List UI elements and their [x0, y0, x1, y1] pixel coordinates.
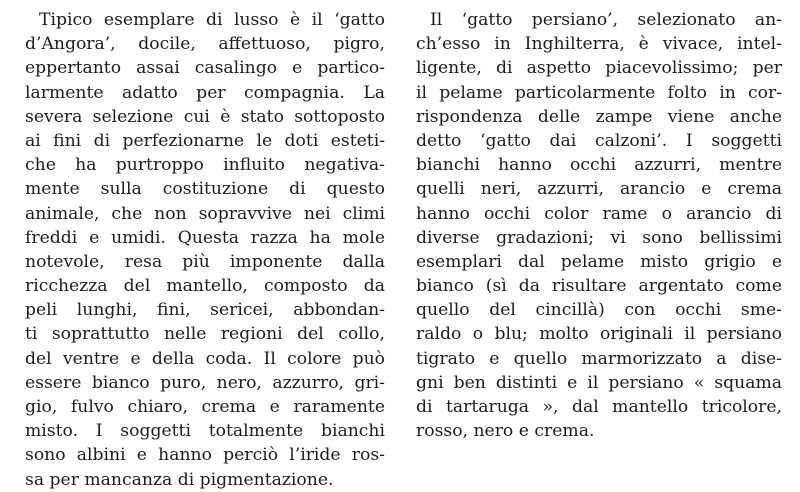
- text-line: rosso, nero e crema.: [416, 421, 595, 442]
- right-column: [416, 8, 782, 443]
- text-line: severa selezione cui è stato sottoposto: [25, 106, 385, 127]
- text-line: di tartaruga », dal mantello tricolore,: [416, 397, 782, 417]
- text-line: bianchi hanno occhi azzurri, mentre: [416, 155, 782, 176]
- text-line: ligente, di aspetto piacevolissimo; per: [416, 58, 782, 79]
- text-line: raldo o blu; molto originali il persiano: [416, 324, 782, 345]
- left-column: [25, 8, 385, 492]
- text-line: detto ‘gatto dai calzoni’. I soggetti: [416, 130, 782, 151]
- text-line: ti soprattutto nelle regioni del collo,: [25, 324, 385, 345]
- text-line: essere bianco puro, nero, azzurro, gri-: [25, 372, 385, 393]
- text-line: animale, che non sopravvive nei climi: [25, 203, 385, 224]
- text-line: misto. I soggetti totalmente bianchi: [25, 421, 385, 442]
- text-line: quello del cincillà) con occhi sme-: [416, 300, 782, 321]
- text-line: mente sulla costituzione di questo: [25, 179, 385, 200]
- text-line: gni ben distinti e il persiano « squama: [416, 372, 782, 393]
- text-line: ricchezza del mantello, composto da: [25, 276, 385, 297]
- text-line: il pelame particolarmente folto in cor-: [416, 82, 782, 103]
- text-line: hanno occhi color rame o arancio di: [416, 203, 782, 224]
- text-line: peli lunghi, fini, sericei, abbondan-: [25, 300, 385, 321]
- text-line: bianco (sì da risultare argentato come: [416, 276, 782, 297]
- text-line: del ventre e della coda. Il colore può: [25, 348, 385, 369]
- text-line: tigrato e quello marmorizzato a dise-: [416, 348, 782, 369]
- text-line: esemplari dal pelame misto grigio e: [416, 251, 782, 272]
- text-line: quelli neri, azzurri, arancio e crema: [416, 179, 782, 200]
- text-line: d’Angora’, docile, affettuoso, pigro,: [25, 34, 385, 55]
- text-line: notevole, resa più imponente dalla: [25, 251, 385, 272]
- text-line: larmente adatto per compagnia. La: [25, 82, 385, 103]
- text-line: gio, fulvo chiaro, crema e raramente: [25, 397, 385, 417]
- text-line: sono albini e hanno perciò l’iride ros-: [25, 445, 385, 466]
- text-line: Tipico esemplare di lusso è il ‘gatto: [39, 10, 385, 30]
- text-line: eppertanto assai casalingo e partico-: [25, 58, 385, 79]
- text-line: freddi e umidi. Questa razza ha mole: [25, 227, 385, 248]
- text-line: ch’esso in Inghilterra, è vivace, intel-: [416, 34, 782, 55]
- text-line: diverse gradazioni; vi sono bellissimi: [416, 227, 782, 248]
- text-line: rispondenza delle zampe viene anche: [416, 106, 782, 127]
- text-line: Il ‘gatto persiano’, selezionato an-: [430, 10, 782, 30]
- text-line: che ha purtroppo influito negativa-: [25, 155, 385, 176]
- text-line: sa per mancanza di pigmentazione.: [25, 469, 334, 490]
- text-line: ai fini di perfezionarne le doti esteti-: [25, 130, 385, 151]
